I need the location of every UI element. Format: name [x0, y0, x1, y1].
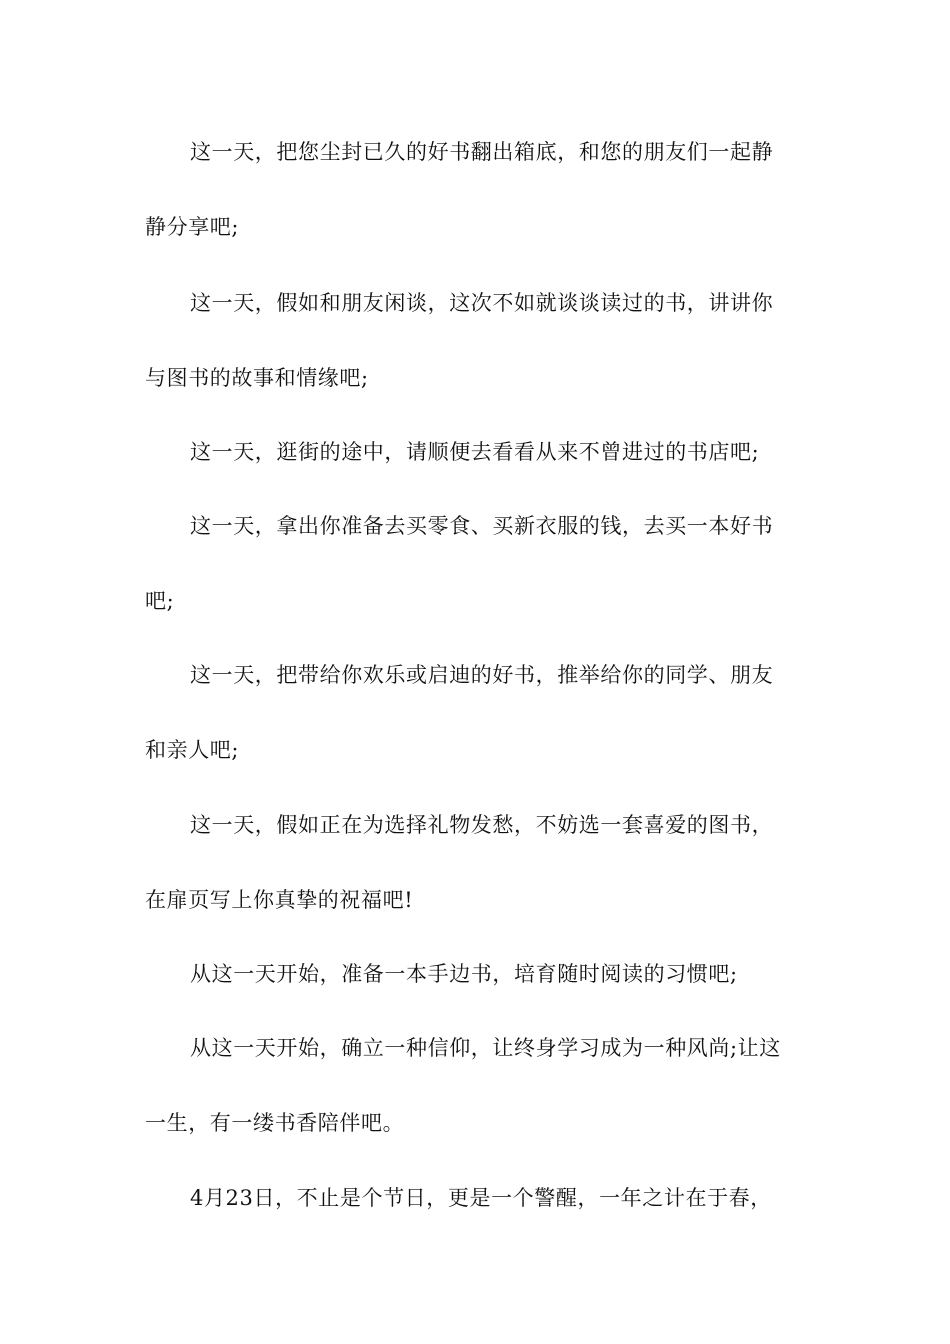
paragraph-line: 从这一天开始，确立一种信仰，让终身学习成为一种风尚;让这: [190, 1036, 781, 1060]
paragraph-line: 这一天，把带给你欢乐或启迪的好书，推举给你的同学、朋友: [190, 663, 774, 687]
paragraph-line: 这一天，逛街的途中，请顺便去看看从来不曾进过的书店吧;: [190, 440, 760, 464]
paragraph-line: 在扉页写上你真挚的祝福吧!: [145, 888, 414, 912]
paragraph-line: 4月23日，不止是个节日，更是一个警醒，一年之计在于春，: [190, 1186, 772, 1210]
paragraph-line: 这一天，把您尘封已久的好书翻出箱底，和您的朋友们一起静: [190, 140, 774, 164]
paragraph-line: 静分享吧;: [145, 215, 240, 239]
paragraph-line: 一生，有一缕书香陪伴吧。: [145, 1111, 405, 1135]
paragraph-line: 这一天，拿出你准备去买零食、买新衣服的钱，去买一本好书: [190, 514, 774, 538]
paragraph-line: 吧;: [145, 589, 175, 613]
paragraph-line: 从这一天开始，准备一本手边书，培育随时阅读的习惯吧;: [190, 962, 738, 986]
paragraph-line: 这一天，假如正在为选择礼物发愁，不妨选一套喜爱的图书，: [190, 813, 774, 837]
paragraph-line: 和亲人吧;: [145, 738, 240, 762]
paragraph-line: 这一天，假如和朋友闲谈，这次不如就谈谈读过的书，讲讲你: [190, 291, 774, 315]
paragraph-line: 与图书的故事和情缘吧;: [145, 366, 369, 390]
